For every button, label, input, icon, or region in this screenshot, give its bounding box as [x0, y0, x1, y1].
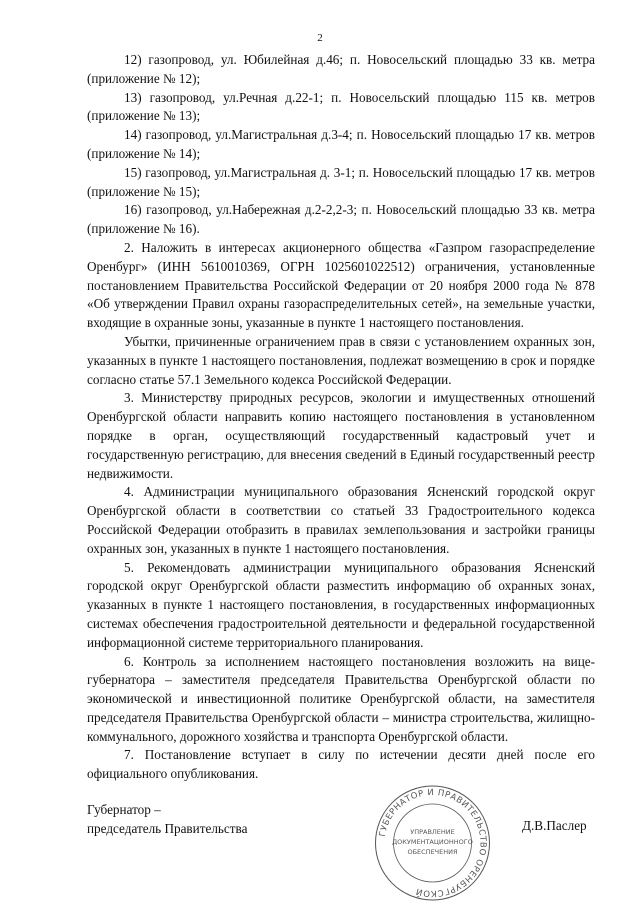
paragraph-clause-5: 5. Рекомендовать администрации муниципального образования Ясненский городской округ Оренбургской области разместить информацию об охранных зонах, указанных в пункте 1 настоящего постановления, в государственных информационных системах обеспечения градостроительной деятельности и федеральной государственной информационной системе территориального планирования. — [87, 559, 595, 650]
paragraph-clause-4: 4. Администрации муниципального образования Ясненский городской округ Оренбургской области в соответствии со статьей 33 Градостроительного кодекса Российской Федерации отобразить в правилах землепользования и застройки границы охранных зон, указанных в пункте 1 настоящего постановления. — [87, 484, 595, 556]
stamp-center-line2: ДОКУМЕНТАЦИОННОГО — [392, 838, 473, 846]
paragraph-clause-6: 6. Контроль за исполнением настоящего постановления возложить на вице-губернатора – заместителя председателя Правительства Оренбургской области по экономической и инвестиционной политике Оренбургской области, на заместителя председателя Правительства Оренбургской области – министра строительства, жилищно-коммунального, дорожного хозяйства и транспорта Оренбургской области. — [87, 653, 595, 744]
paragraph-losses: Убытки, причиненные ограничением прав в связи с установлением охранных зон, указанных в пункте 1 настоящего постановления, подлежат возмещению в срок и порядке согласно статье 57.1 Земельного кодекса Российской Федерации. — [87, 333, 595, 387]
paragraph-clause-2: 2. Наложить в интересах акционерного общества «Газпром газораспределение Оренбург» (ИНН 5610010369, ОГРН 1025601022512) ограничения, установленные постановлением Правительства Российской Федерации от 20 ноября 2000 года № 878 «Об утверждении Правил охраны газораспределительных сетей», на земельные участки, входящие в охранные зоны, указанные в пункте 1 настоящего постановления. — [87, 239, 595, 331]
stamp-center-line1: УПРАВЛЕНИЕ — [410, 828, 455, 836]
paragraph-item-16: 16) газопровод, ул.Набережная д.2-2,2-3; п. Новосельский площадью 33 кв. метра (приложение № 16). — [87, 202, 595, 237]
stamp-center-line3: ОБЕСПЕЧЕНИЯ — [407, 848, 458, 856]
page-number: 2 — [317, 32, 323, 44]
signatory-title — [87, 801, 247, 838]
paragraph-item-14: 14) газопровод, ул.Магистральная д.3-4; п. Новосельский площадью 17 кв. метров (приложение № 14); — [87, 127, 595, 161]
paragraph-item-13: 13) газопровод, ул.Речная д.22-1; п. Новосельский площадью 115 кв. метров (приложение № 13); — [87, 89, 595, 124]
decree-body — [87, 51, 595, 784]
signatory-title-line2: председатель Правительства — [87, 820, 248, 836]
paragraph-item-12: 12) газопровод, ул. Юбилейная д.46; п. Новосельский площадью 33 кв. метра (приложение № 12); — [87, 52, 595, 86]
signatory-name: Д.В.Паслер — [522, 818, 587, 833]
official-stamp — [365, 783, 500, 903]
paragraph-item-15: 15) газопровод, ул.Магистральная д. 3-1; п. Новосельский площадью 17 кв. метров (приложение № 15); — [87, 164, 595, 199]
paragraph-clause-3: 3. Министерству природных ресурсов, экологии и имущественных отношений Оренбургской области направить копию настоящего постановления в установленном порядке в орган, осуществляющий государственный кадастровый учет и государственную регистрацию, для внесения сведений в Единый государственный реестр недвижимости. — [87, 390, 595, 481]
stamp-ring-text: ГУБЕРНАТОР И ПРАВИТЕЛЬСТВО ОРЕНБУРГСКОЙ — [377, 787, 488, 899]
signatory-title-line1: Губернатор – — [87, 802, 161, 817]
paragraph-clause-7: 7. Постановление вступает в силу по истечении десяти дней после его официального опубликования. — [87, 747, 595, 782]
